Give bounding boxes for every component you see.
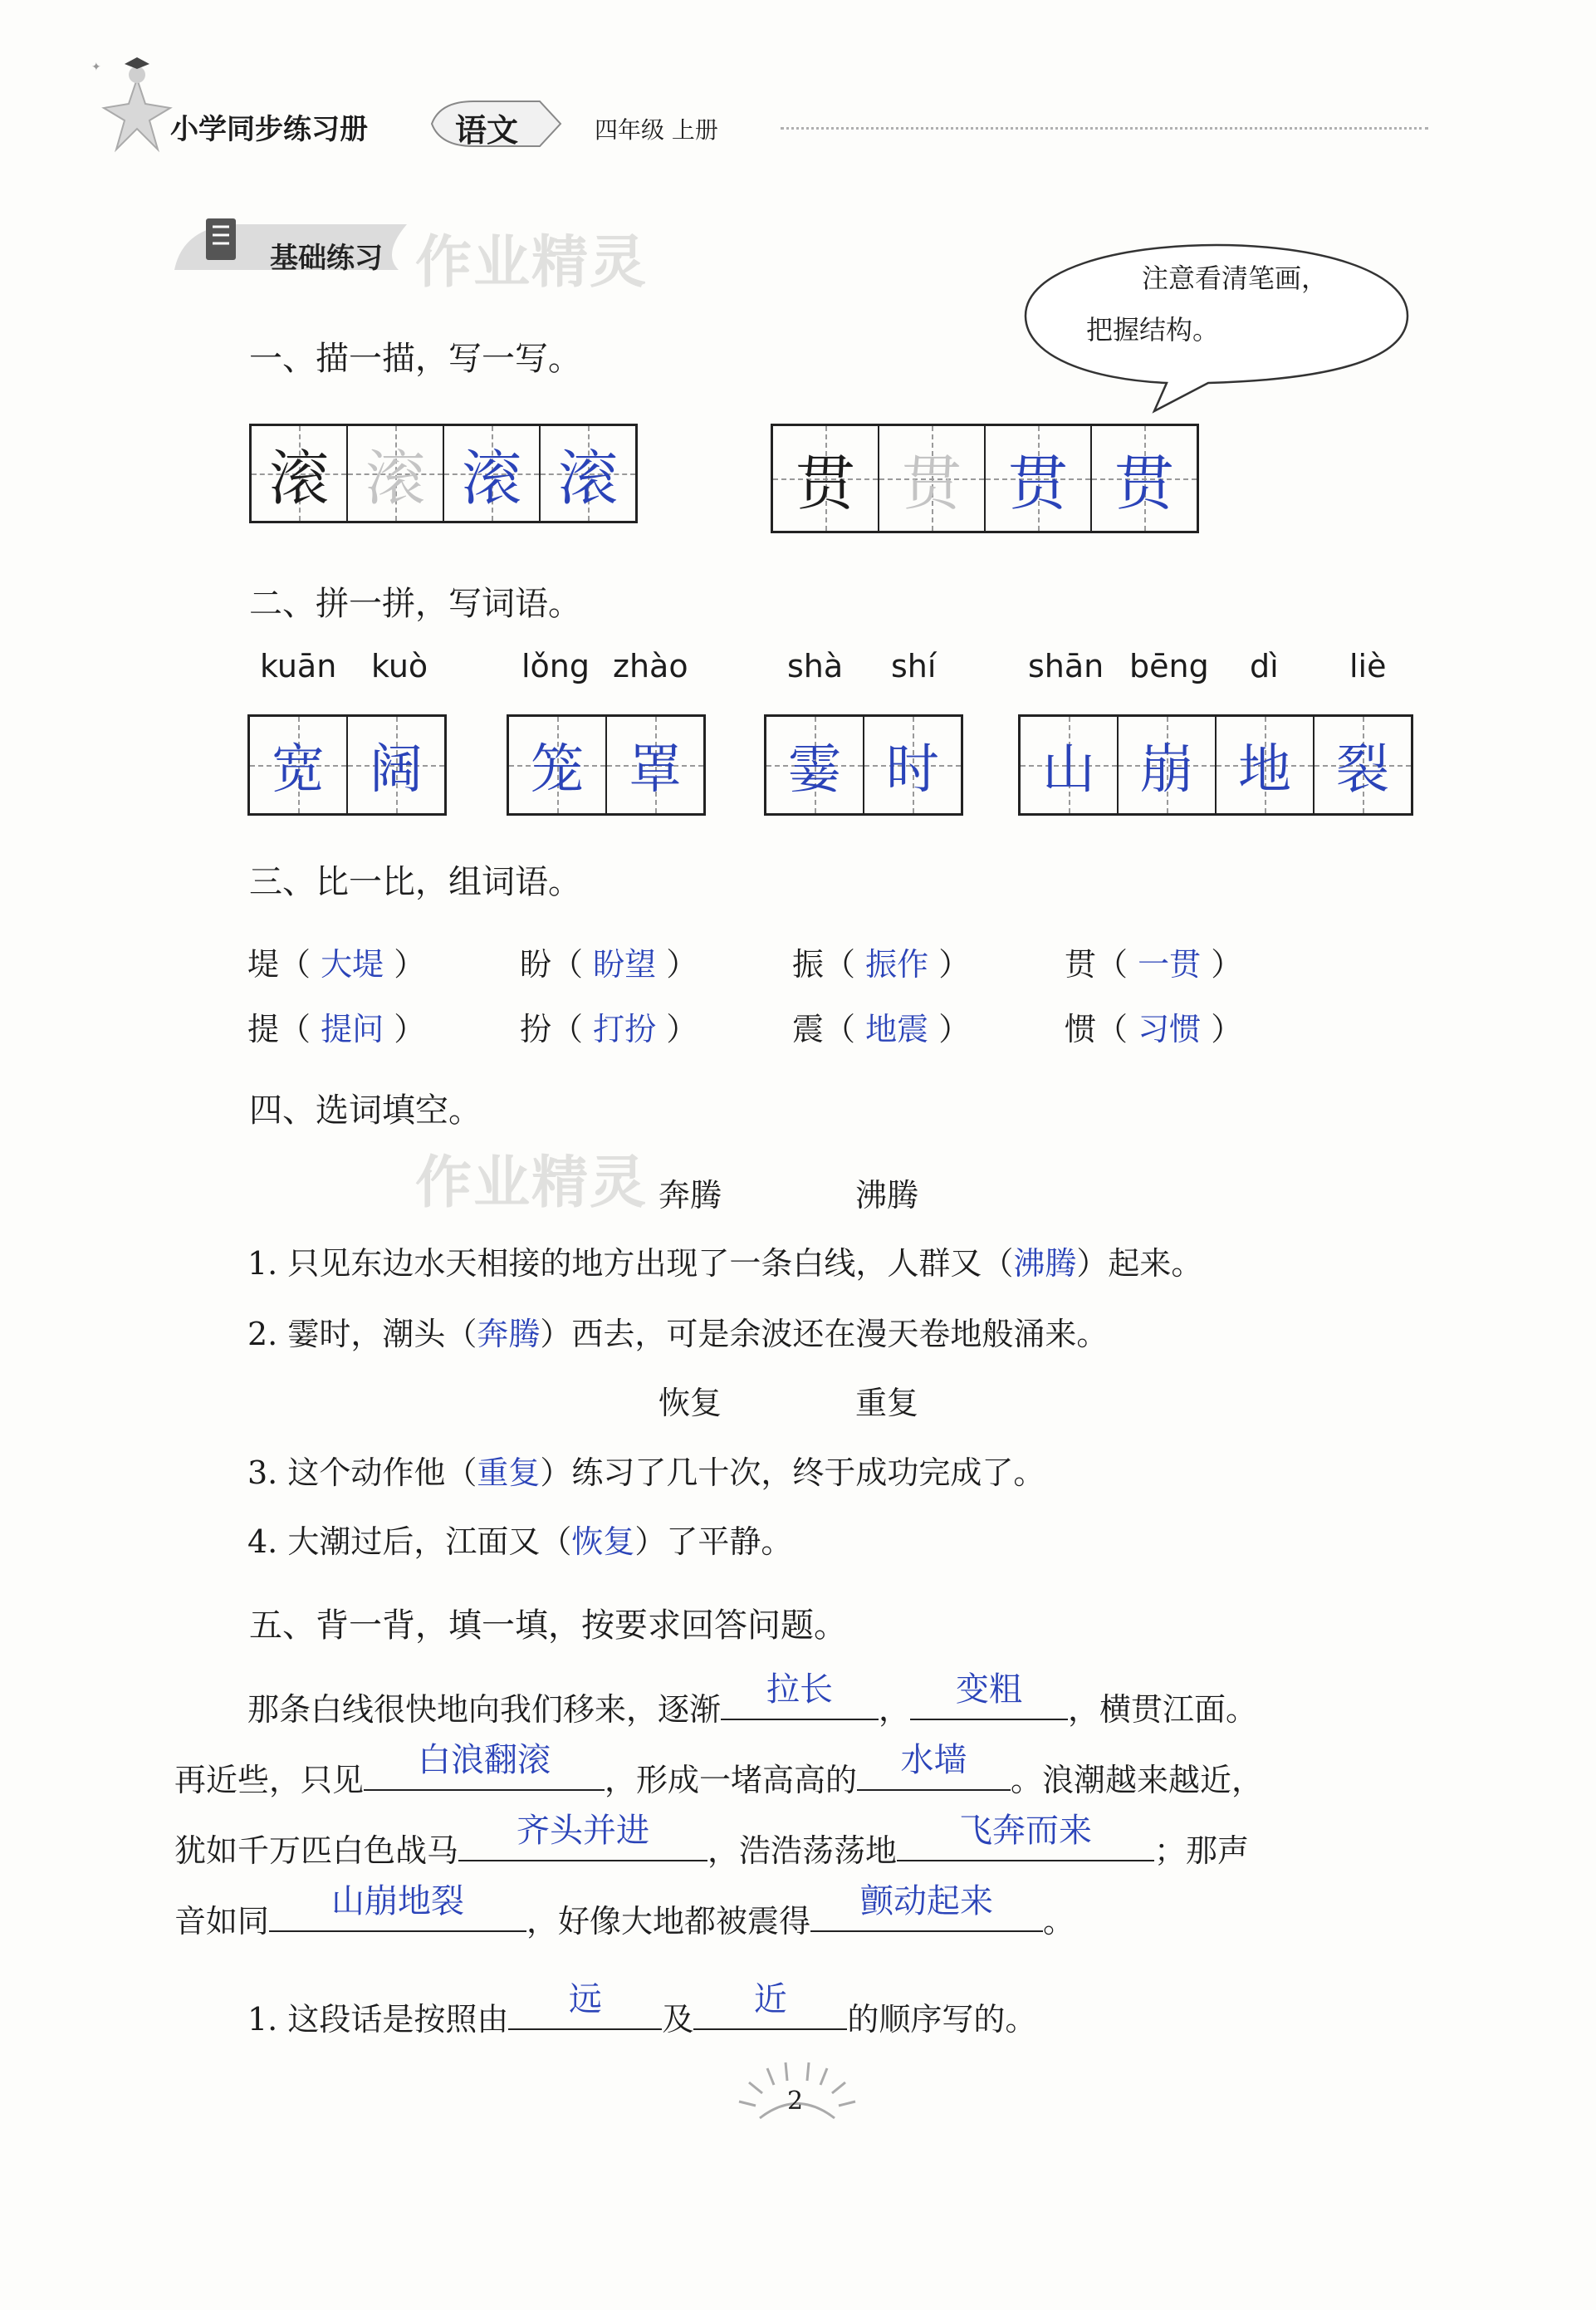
answer-char-cell: 滚 xyxy=(443,426,539,521)
answer-char-cell: 崩 xyxy=(1117,717,1215,813)
q4-sentence-1: 1. 只见东边水天相接的地方出现了一条白线，人群又（沸腾）起来。 xyxy=(247,1245,1203,1282)
fill-blank: 变粗 xyxy=(910,1682,1068,1720)
pinyin: kuān xyxy=(260,648,337,684)
q2-word-grid xyxy=(764,714,963,816)
q3-item: 震（ 地震 ） xyxy=(792,1011,971,1047)
answer-char-cell: 地 xyxy=(1215,717,1313,813)
word-option: 重复 xyxy=(855,1385,919,1421)
answer-char-cell: 霎 xyxy=(766,717,863,813)
fill-blank: 齐头并进 xyxy=(458,1823,707,1861)
q5-title: 五、背一背，填一填，按要求回答问题。 xyxy=(249,1606,847,1645)
pinyin: shān xyxy=(1028,648,1104,684)
q2-word-grid xyxy=(247,714,447,816)
pinyin: liè xyxy=(1349,648,1387,684)
answer-char-cell: 阔 xyxy=(346,717,444,813)
fill-blank: 山崩地裂 xyxy=(269,1894,526,1932)
grade-label: 四年级 上册 xyxy=(595,116,718,144)
page-number: 2 xyxy=(787,2087,804,2116)
trace-char-cell: 贯 xyxy=(878,426,984,531)
answer-char-cell: 笼 xyxy=(509,717,605,813)
q5-paragraph-line: 音如同 山崩地裂 ，好像大地都被震得 颤动起来 。 xyxy=(174,1882,1075,1940)
answer-char-cell: 贯 xyxy=(984,426,1090,531)
model-char-cell: 贯 xyxy=(773,426,878,531)
q4-sentence-4: 4. 大潮过后，江面又（恢复）了平静。 xyxy=(247,1523,793,1560)
q3-item: 提（ 提问 ） xyxy=(247,1011,426,1047)
pinyin: shà xyxy=(787,648,844,684)
series-title: 小学同步练习册 xyxy=(170,113,368,146)
q1-grid-gun xyxy=(249,424,638,523)
q2-word-grid xyxy=(1018,714,1413,816)
q3-item: 惯（ 习惯 ） xyxy=(1065,1011,1243,1047)
q5-paragraph-line: 那条白线很快地向我们移来，逐渐 拉长 ， 变粗 ，横贯江面。 xyxy=(247,1670,1258,1728)
q3-item: 贯（ 一贯 ） xyxy=(1065,946,1243,983)
answer-char-cell: 山 xyxy=(1021,717,1117,813)
q2-title: 二、拼一拼，写词语。 xyxy=(249,585,581,623)
pinyin: kuò xyxy=(371,648,428,684)
model-char-cell: 滚 xyxy=(252,426,346,521)
q3-item: 盼（ 盼望 ） xyxy=(520,946,698,983)
word-option: 奔腾 xyxy=(658,1177,722,1214)
fill-blank: 飞奔而来 xyxy=(897,1823,1154,1861)
q4-title: 四、选词填空。 xyxy=(249,1091,482,1130)
fill-blank: 颤动起来 xyxy=(810,1894,1043,1932)
q5-sub-question-1: 1. 这段话是按照由 远 及 近 的顺序写的。 xyxy=(247,1980,1037,2038)
q3-title: 三、比一比，组词语。 xyxy=(249,863,581,901)
answer-char-cell: 贯 xyxy=(1090,426,1197,531)
section-banner-label: 基础练习 xyxy=(270,242,383,275)
q4-sentence-2: 2. 霎时，潮头（奔腾）西去，可是余波还在漫天卷地般涌来。 xyxy=(247,1316,1109,1352)
q3-row xyxy=(247,1003,1337,1049)
q2-word-grid xyxy=(507,714,706,816)
watermark: 作业精灵 xyxy=(415,230,649,296)
answer-char-cell: 滚 xyxy=(539,426,635,521)
fill-blank: 白浪翻滚 xyxy=(364,1753,605,1791)
watermark: 作业精灵 xyxy=(415,1150,649,1216)
fill-blank: 近 xyxy=(693,1992,847,2030)
pinyin: shí xyxy=(891,648,937,684)
q5-paragraph-line: 再近些，只见 白浪翻滚 ，形成一堵高高的 水墙 。浪潮越来越近， xyxy=(174,1741,1264,1798)
q1-grid-guan xyxy=(771,424,1199,533)
q5-paragraph-line: 犹如千万匹白色战马 齐头并进 ，浩浩荡荡地 飞奔而来 ；那声 xyxy=(174,1812,1250,1869)
q3-item: 振（ 振作 ） xyxy=(792,946,971,983)
pinyin: bēng xyxy=(1129,648,1209,684)
answer-char-cell: 时 xyxy=(863,717,961,813)
svg-text:✦: ✦ xyxy=(91,61,101,74)
pinyin: lǒng xyxy=(521,648,590,684)
q3-row xyxy=(247,939,1337,984)
word-option: 沸腾 xyxy=(855,1177,919,1214)
fill-blank: 水墙 xyxy=(857,1753,1011,1791)
trace-char-cell: 滚 xyxy=(346,426,443,521)
header-divider xyxy=(781,127,1428,130)
pinyin: dì xyxy=(1250,648,1279,684)
answer-char-cell: 裂 xyxy=(1313,717,1411,813)
answer-char-cell: 宽 xyxy=(250,717,346,813)
q3-item: 堤（ 大堤 ） xyxy=(247,946,426,983)
q1-title: 一、描一描，写一写。 xyxy=(249,340,581,378)
bubble-text-line1: 注意看清笔画， xyxy=(1142,262,1329,294)
q3-item: 扮（ 打扮 ） xyxy=(520,1011,698,1047)
fill-blank: 远 xyxy=(508,1992,662,2030)
pinyin: zhào xyxy=(613,648,688,684)
answer-char-cell: 罩 xyxy=(605,717,703,813)
subject-label: 语文 xyxy=(455,111,519,149)
q4-sentence-3: 3. 这个动作他（重复）练习了几十次，终于成功完成了。 xyxy=(247,1454,1045,1491)
fill-blank: 拉长 xyxy=(721,1682,879,1720)
word-option: 恢复 xyxy=(658,1385,722,1421)
bubble-text-line2: 把握结构。 xyxy=(1086,314,1220,346)
